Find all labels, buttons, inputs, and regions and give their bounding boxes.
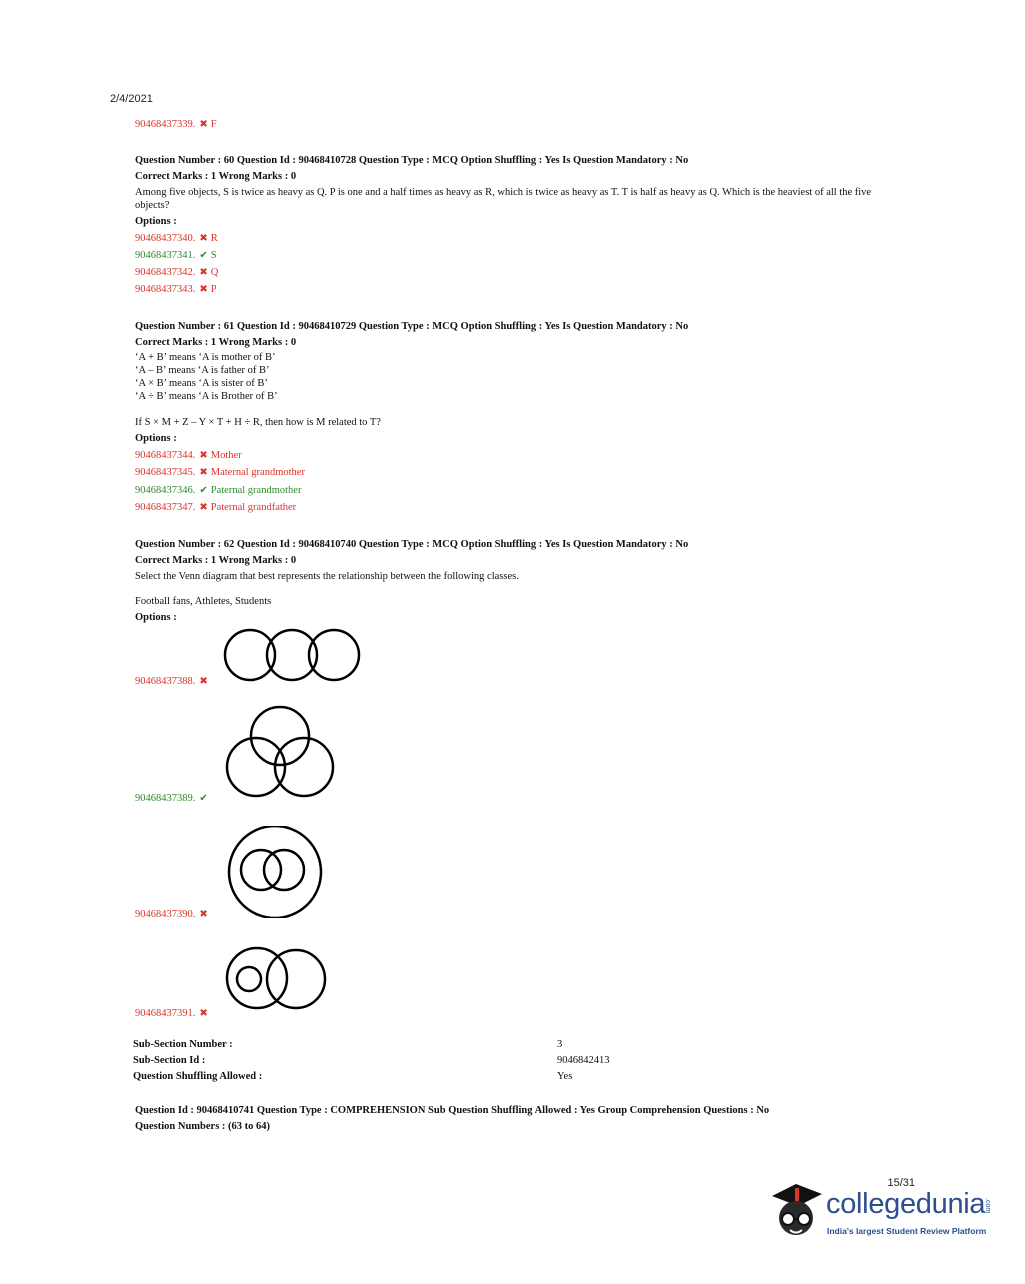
cross-icon: ✖ <box>199 1008 208 1019</box>
option-row <box>135 283 217 296</box>
option-row <box>135 792 211 805</box>
option-row <box>135 266 218 279</box>
option-text: S <box>210 250 217 261</box>
brand-suffix: .com <box>984 1198 991 1214</box>
cross-icon: ✖ <box>199 267 208 278</box>
option-text: F <box>210 119 217 130</box>
check-icon: ✔ <box>199 793 208 804</box>
option-id: 90468437391. <box>135 1008 196 1019</box>
question-shuffling-value: Yes <box>557 1071 573 1082</box>
definition-line: ‘A + B’ means ‘A is mother of B’ <box>135 352 276 363</box>
question-header: Question Number : 60 Question Id : 90468410728 Question Type : MCQ Option Shuffling : Yes Is Question Mandatory : No <box>135 155 689 166</box>
option-id: 90468437344. <box>135 450 196 461</box>
question-marks: Correct Marks : 1 Wrong Marks : 0 <box>135 555 297 566</box>
subsection-id-label: Sub-Section Id : <box>133 1055 206 1066</box>
cross-icon: ✖ <box>199 502 208 513</box>
brand-tagline: India's largest Student Review Platform <box>827 1226 987 1236</box>
venn-diagram-subset-overlap <box>224 944 328 1012</box>
cross-icon: ✖ <box>199 467 208 478</box>
cross-icon: ✖ <box>199 233 208 244</box>
option-id: 90468437339. <box>135 119 196 130</box>
option-row <box>135 449 242 462</box>
definition-line: ‘A – B’ means ‘A is father of B’ <box>135 365 270 376</box>
question-marks: Correct Marks : 1 Wrong Marks : 0 <box>135 171 297 182</box>
page-number: 15/31 <box>887 1177 915 1189</box>
option-text: P <box>210 284 217 295</box>
option-row <box>135 232 218 245</box>
cross-icon: ✖ <box>199 119 208 130</box>
option-text: Maternal grandmother <box>210 467 305 478</box>
option-id: 90468437390. <box>135 909 196 920</box>
subsection-number-label: Sub-Section Number : <box>133 1039 233 1050</box>
print-date: 2/4/2021 <box>110 93 153 105</box>
options-label: Options : <box>135 216 177 227</box>
option-row <box>135 466 305 479</box>
option-id: 90468437388. <box>135 676 196 687</box>
brand-name: collegedunia <box>826 1188 986 1220</box>
option-id: 90468437346. <box>135 485 196 496</box>
option-text: Mother <box>210 450 242 461</box>
question-header: Question Number : 61 Question Id : 90468410729 Question Type : MCQ Option Shuffling : Yes Is Question Mandatory : No <box>135 321 689 332</box>
option-id: 90468437347. <box>135 502 196 513</box>
mascot-icon <box>766 1180 826 1240</box>
question-body: Select the Venn diagram that best represents the relationship between the following classes. <box>135 571 519 582</box>
brand-logo <box>766 1176 996 1248</box>
option-row <box>135 1007 211 1020</box>
venn-diagram-nested-overlap <box>224 826 326 918</box>
option-row <box>135 484 301 497</box>
option-row <box>135 675 211 688</box>
options-label: Options : <box>135 612 177 623</box>
option-row <box>135 908 211 921</box>
venn-diagram-chain <box>220 625 365 685</box>
option-text: Paternal grandmother <box>210 485 302 496</box>
options-label: Options : <box>135 433 177 444</box>
option-id: 90468437389. <box>135 793 196 804</box>
question-classes: Football fans, Athletes, Students <box>135 596 272 607</box>
question-header: Question Number : 62 Question Id : 90468410740 Question Type : MCQ Option Shuffling : Yes Is Question Mandatory : No <box>135 539 689 550</box>
question-body: If S × M + Z – Y × T + H ÷ R, then how is M related to T? <box>135 417 381 428</box>
venn-diagram-triple-overlap <box>222 703 338 801</box>
cross-icon: ✖ <box>199 450 208 461</box>
definition-line: ‘A ÷ B’ means ‘A is Brother of B’ <box>135 391 278 402</box>
option-row <box>135 118 217 131</box>
option-id: 90468437345. <box>135 467 196 478</box>
check-icon: ✔ <box>199 485 208 496</box>
option-id: 90468437343. <box>135 284 196 295</box>
definition-line: ‘A × B’ means ‘A is sister of B’ <box>135 378 268 389</box>
option-row <box>135 501 296 514</box>
option-id: 90468437341. <box>135 250 196 261</box>
question-marks: Correct Marks : 1 Wrong Marks : 0 <box>135 337 297 348</box>
subsection-number-value: 3 <box>557 1039 563 1050</box>
cross-icon: ✖ <box>199 284 208 295</box>
question-shuffling-label: Question Shuffling Allowed : <box>133 1071 263 1082</box>
comprehension-header: Question Id : 90468410741 Question Type : COMPREHENSION Sub Question Shuffling Allowed : Yes Group Comprehension Questions : No <box>135 1105 770 1116</box>
check-icon: ✔ <box>199 250 208 261</box>
cross-icon: ✖ <box>199 676 208 687</box>
question-body: Among five objects, S is twice as heavy as Q. P is one and a half times as heavy as R, which is twice as heavy as T. T is half as heavy as Q. Which is the heaviest of all the five objects? <box>135 187 872 211</box>
option-text: R <box>210 233 218 244</box>
option-id: 90468437342. <box>135 267 196 278</box>
option-id: 90468437340. <box>135 233 196 244</box>
cross-icon: ✖ <box>199 909 208 920</box>
comprehension-numbers: Question Numbers : (63 to 64) <box>135 1121 271 1132</box>
subsection-id-value: 9046842413 <box>557 1055 610 1066</box>
option-row <box>135 249 217 262</box>
option-text: Q <box>210 267 219 278</box>
option-text: Paternal grandfather <box>210 502 297 513</box>
